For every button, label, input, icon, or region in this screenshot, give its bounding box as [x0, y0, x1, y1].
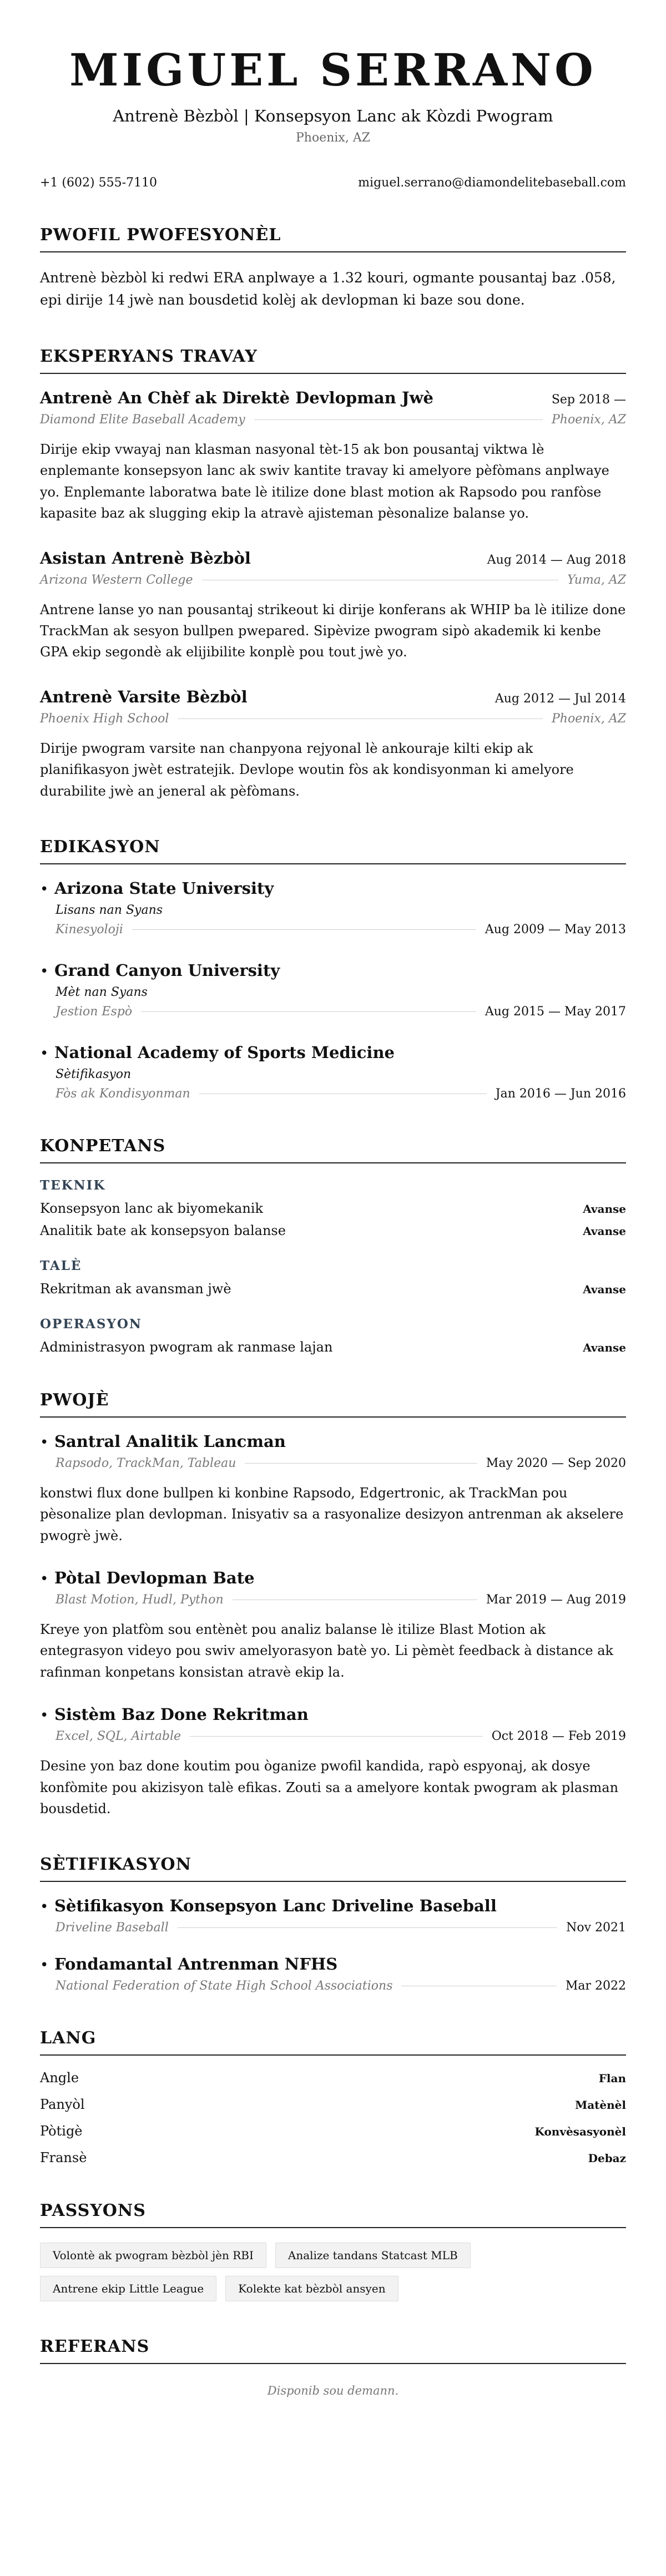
job-description: Dirije pwogram varsite nan chanpyona rejyonal lè ankouraje kilti ekip ak planifikasyon jwèt estratejik. Devlope woutin fòs ak kondisyonman ki amelyore durabilite jwè an jeneral ak pèfòmans.: [40, 740, 574, 799]
job-title: Antrenè Varsite Bèzbòl: [40, 687, 248, 706]
certifications-section: [40, 1855, 626, 1993]
dotted-leader: [178, 1927, 557, 1928]
language-name: Pòtigè: [40, 2123, 83, 2139]
languages-section: [40, 2028, 626, 2165]
skill-name: Administrasyon pwogram ak ranmase lajan: [40, 1339, 333, 1355]
skill-row: [40, 1201, 626, 1216]
skill-name: Analitik bate ak konsepsyon balanse: [40, 1222, 286, 1238]
skill-row: [40, 1223, 626, 1238]
education-date: Aug 2009 — May 2013: [485, 922, 626, 937]
degree-name: Mèt nan Syans: [56, 985, 148, 999]
skill-level: Avanse: [583, 1340, 626, 1354]
language-row: [40, 2123, 626, 2139]
project-date: Mar 2019 — Aug 2019: [486, 1593, 626, 1607]
job-entry: [40, 549, 626, 663]
candidate-headline: Antrenè Bèzbòl | Konsepsyon Lanc ak Kòzdi Pwogram: [113, 107, 553, 125]
project-date: May 2020 — Sep 2020: [486, 1456, 626, 1470]
skill-name: Rekritman ak avansman jwè: [40, 1281, 231, 1297]
certification-name: Fondamantal Antrenman NFHS: [54, 1955, 338, 1974]
language-level: Debaz: [588, 2152, 626, 2165]
interest-tag: Volontè ak pwogram bèzbòl jèn RBI: [40, 2243, 266, 2268]
bullet-icon: •: [40, 963, 49, 980]
certification-name: Sètifikasyon Konsepsyon Lanc Driveline Baseball: [54, 1896, 497, 1916]
bullet-icon: •: [40, 1571, 49, 1588]
bullet-icon: •: [40, 880, 49, 898]
project-description: konstwi flux done bullpen ki konbine Rapsodo, Edgertronic, ak TrackMan pou pèsonalize plan devlopman. Inisyativ sa a rasyonalize desizyon antrenman ak akselere pwogrè jwè.: [40, 1485, 624, 1543]
education-entry: [40, 879, 626, 937]
skill-row: [40, 1281, 626, 1297]
school-name: Grand Canyon University: [54, 960, 280, 980]
section-title: PWOJÈ: [40, 1390, 626, 1418]
language-name: Angle: [40, 2070, 79, 2086]
skill-row: [40, 1339, 626, 1355]
language-level: Matènèl: [575, 2098, 626, 2112]
section-title: EKSPERYANS TRAVAY: [40, 347, 626, 374]
field-of-study: Jestion Espò: [56, 1004, 133, 1019]
projects-section: [40, 1390, 626, 1820]
skill-group: [40, 1258, 626, 1297]
skills-section: [40, 1136, 626, 1355]
section-title: SÈTIFIKASYON: [40, 1855, 626, 1882]
certification-date: Mar 2022: [565, 1979, 626, 1993]
language-row: [40, 2070, 626, 2086]
language-row: [40, 2097, 626, 2112]
job-organization: Arizona Western College: [40, 573, 193, 587]
dotted-leader: [132, 929, 476, 930]
education-date: Jan 2016 — Jun 2016: [495, 1086, 626, 1101]
degree-name: Sètifikasyon: [56, 1067, 132, 1081]
project-tools: Excel, SQL, Airtable: [56, 1729, 181, 1744]
field-of-study: Fòs ak Kondisyonman: [56, 1086, 190, 1101]
summary-section: [40, 225, 626, 311]
interests-section: [40, 2201, 626, 2301]
skill-category: TEKNIK: [40, 1177, 106, 1193]
language-level: Flan: [598, 2072, 626, 2086]
interest-tags: [40, 2243, 626, 2301]
section-title: KONPETANS: [40, 1136, 626, 1163]
school-name: Arizona State University: [54, 878, 274, 898]
job-organization: Diamond Elite Baseball Academy: [40, 413, 245, 427]
job-title: Asistan Antrenè Bèzbòl: [40, 548, 251, 568]
project-description: Desine yon baz done koutim pou òganize pwofil kandida, rapò espyonaj, ak dosye konfòmite pou akizisyon talè efikas. Zouti sa a amelyore kontak pwogram ak plasman bousdetid.: [40, 1758, 619, 1817]
section-title: EDIKASYON: [40, 837, 626, 864]
skill-group: [40, 1317, 626, 1355]
language-name: Fransè: [40, 2150, 87, 2166]
job-date: Aug 2014 — Aug 2018: [487, 553, 626, 567]
job-title: Antrenè An Chèf ak Direktè Devlopman Jwè: [40, 388, 433, 407]
job-location: Yuma, AZ: [567, 573, 626, 587]
job-date: Aug 2012 — Jul 2014: [495, 691, 626, 706]
language-level: Konvèsasyonèl: [534, 2125, 626, 2139]
skill-category: OPERASYON: [40, 1316, 142, 1332]
bullet-icon: •: [40, 1957, 49, 1974]
dotted-leader: [190, 1736, 483, 1737]
job-location: Phoenix, AZ: [551, 413, 626, 427]
certification-issuer: Driveline Baseball: [56, 1921, 169, 1935]
job-entry: [40, 388, 626, 524]
project-name: Santral Analitik Lancman: [54, 1431, 286, 1451]
dotted-leader: [178, 718, 543, 719]
skill-name: Konsepsyon lanc ak biyomekanik: [40, 1200, 264, 1216]
dotted-leader: [141, 1011, 476, 1012]
references-section: [40, 2337, 626, 2397]
resume-header: [40, 45, 626, 145]
project-tools: Blast Motion, Hudl, Python: [56, 1593, 224, 1607]
bullet-icon: •: [40, 1707, 49, 1724]
project-date: Oct 2018 — Feb 2019: [491, 1729, 626, 1744]
dotted-leader: [254, 419, 543, 420]
bullet-icon: •: [40, 1045, 49, 1062]
project-description: Kreye yon platfòm sou entènèt pou analiz balanse lè itilize Blast Motion ak entegrasyon videyo pou swiv amelyorasyon batè yo. Li pèmèt feedback à distance ak rafinman konpetans konsistan atravè ekip la.: [40, 1622, 614, 1680]
interest-tag: Kolekte kat bèzbòl ansyen: [225, 2276, 398, 2301]
language-row: [40, 2150, 626, 2165]
education-entry: [40, 961, 626, 1019]
skill-level: Avanse: [583, 1202, 626, 1216]
summary-text: Antrenè bèzbòl ki redwi ERA anplwaye a 1.32 kouri, ogmante pousantaj baz .058, epi dirije 14 jwè nan bousdetid kolèj ak devlopman ki baze sou done.: [40, 270, 616, 308]
project-name: Sistèm Baz Done Rekritman: [54, 1705, 309, 1724]
phone-text: +1 (602) 555-7110: [40, 176, 157, 190]
job-location: Phoenix, AZ: [551, 711, 626, 726]
contact-row: [40, 176, 626, 190]
certification-issuer: National Federation of State High School Associations: [56, 1979, 393, 1993]
language-name: Panyòl: [40, 2097, 85, 2113]
project-tools: Rapsodo, TrackMan, Tableau: [56, 1456, 236, 1470]
school-name: National Academy of Sports Medicine: [54, 1042, 395, 1062]
section-title: LANG: [40, 2028, 626, 2056]
job-description: Antrene lanse yo nan pousantaj strikeout ki dirije konferans ak WHIP ba lè itilize done TrackMan ak sesyon bullpen pwepared. Sipèvize pwogram sipò akademik ki kenbe GPA ekip segondè ak elijibilite konplè pou tout jwè yo.: [40, 601, 626, 660]
field-of-study: Kinesyoloji: [56, 922, 123, 937]
certification-entry: [40, 1955, 626, 1993]
education-section: [40, 837, 626, 1101]
candidate-location: Phoenix, AZ: [295, 131, 370, 145]
project-entry: [40, 1705, 626, 1819]
section-title: REFERANS: [40, 2337, 626, 2364]
experience-section: [40, 347, 626, 802]
job-organization: Phoenix High School: [40, 711, 169, 726]
skill-level: Avanse: [583, 1224, 626, 1238]
skill-group: [40, 1178, 626, 1238]
job-description: Dirije ekip vwayaj nan klasman nasyonal tèt-15 ak bon pousantaj viktwa lè enplemante konsepsyon lanc ak swiv kantite travay ki amelyore pèfòmans anplwaye yo. Enplemante laboratwa bate lè itilize done blast motion ak Rapsodo pou ranfòse kapasite baz ak slugging ekip la atravè ajisteman pèsonalize balanse yo.: [40, 442, 609, 522]
skill-level: Avanse: [583, 1282, 626, 1296]
project-entry: [40, 1432, 626, 1546]
email-text: miguel.serrano@diamondelitebaseball.com: [358, 176, 626, 190]
dotted-leader: [245, 1463, 477, 1464]
certification-date: Nov 2021: [566, 1921, 626, 1935]
job-entry: [40, 687, 626, 802]
project-name: Pòtal Devlopman Bate: [54, 1568, 255, 1588]
education-date: Aug 2015 — May 2017: [485, 1004, 626, 1019]
interest-tag: Analize tandans Statcast MLB: [275, 2243, 471, 2268]
section-title: PWOFIL PWOFESYONÈL: [40, 225, 626, 252]
bullet-icon: •: [40, 1434, 49, 1451]
references-text: Disponib sou demann.: [267, 2384, 399, 2398]
project-entry: [40, 1568, 626, 1683]
bullet-icon: •: [40, 1899, 49, 1916]
certification-entry: [40, 1896, 626, 1935]
degree-name: Lisans nan Syans: [56, 903, 163, 917]
candidate-name: MIGUEL SERRANO: [69, 44, 597, 96]
interest-tag: Antrene ekip Little League: [40, 2276, 216, 2301]
skill-category: TALÈ: [40, 1258, 82, 1273]
education-entry: [40, 1043, 626, 1101]
section-title: PASSYONS: [40, 2201, 626, 2228]
job-date: Sep 2018 —: [551, 393, 626, 407]
